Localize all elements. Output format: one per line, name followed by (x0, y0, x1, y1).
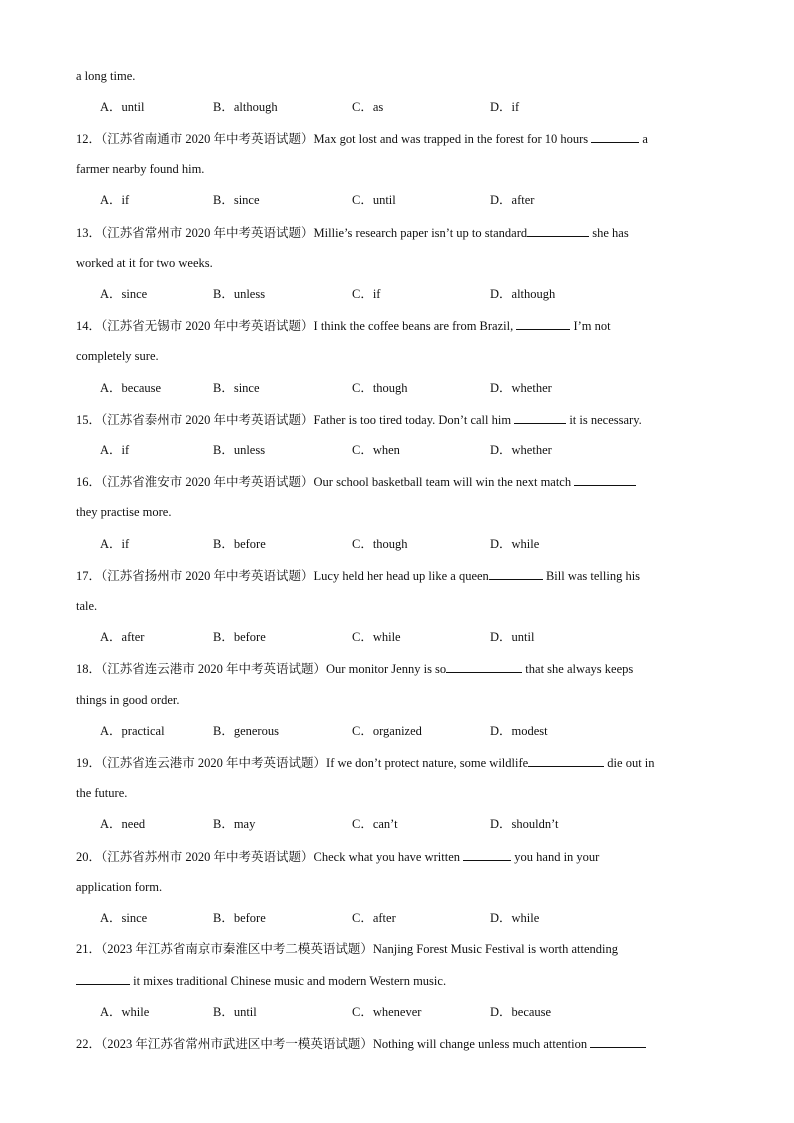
question-source: （江苏省苏州市 2020 年中考英语试题） (101, 850, 314, 864)
question-source: （江苏省常州市 2020 年中考英语试题） (101, 226, 314, 240)
question-14 (76, 317, 716, 334)
question-source: （2023 年江苏省常州市武进区中考一模英语试题） (101, 1037, 373, 1051)
question-number: 20． (76, 850, 102, 864)
question-source: （2023 年江苏省南京市秦淮区中考二模英语试题） (101, 942, 373, 956)
question-source: （江苏省南通市 2020 年中考英语试题） (101, 132, 314, 146)
question-21-options (100, 1004, 716, 1020)
question-18-line2: things in good order. (76, 693, 180, 707)
option-d[interactable]: D．whether (490, 381, 552, 395)
question-20-options (100, 910, 716, 926)
question-text: Father is too tired today. Don’t call him (313, 413, 512, 427)
option-c[interactable]: C．while (352, 630, 401, 644)
question-text-after: die out in (607, 756, 655, 770)
question-12 (76, 130, 716, 147)
question-13 (76, 224, 716, 241)
option-a[interactable]: A．after (100, 630, 145, 644)
question-number: 18． (76, 662, 102, 676)
option-b[interactable]: B．although (213, 100, 278, 114)
answer-blank[interactable] (516, 317, 570, 330)
question-14-options (100, 380, 716, 396)
question-number: 19． (76, 756, 102, 770)
option-d[interactable]: D．while (490, 537, 540, 551)
option-b[interactable]: B．since (213, 381, 260, 395)
question-18-options (100, 723, 716, 739)
option-b[interactable]: B．may (213, 817, 256, 831)
option-b[interactable]: B．unless (213, 287, 266, 301)
option-d[interactable]: D．although (490, 287, 556, 301)
question-17 (76, 567, 716, 584)
question-text: Our monitor Jenny is so (326, 662, 447, 676)
question-text-after: it is necessary. (569, 413, 642, 427)
question-source: （江苏省无锡市 2020 年中考英语试题） (101, 319, 314, 333)
option-c[interactable]: C．though (352, 381, 408, 395)
question-source: （江苏省连云港市 2020 年中考英语试题） (101, 662, 327, 676)
question-20-line2: application form. (76, 880, 163, 894)
question-19-options (100, 816, 716, 832)
question-17-options (100, 629, 716, 645)
question-15-options (100, 442, 716, 458)
option-b[interactable]: B．generous (213, 724, 279, 738)
answer-blank[interactable] (574, 473, 636, 486)
option-d[interactable]: D．while (490, 911, 540, 925)
question-20 (76, 848, 716, 865)
question-19 (76, 754, 716, 771)
option-c[interactable]: C．whenever (352, 1005, 422, 1019)
answer-blank[interactable] (528, 754, 604, 767)
question-12-line2: farmer nearby found him. (76, 162, 205, 176)
question-source: （江苏省扬州市 2020 年中考英语试题） (101, 569, 314, 583)
option-c[interactable]: C．organized (352, 724, 422, 738)
option-d[interactable]: D．until (490, 630, 535, 644)
question-number: 22． (76, 1037, 102, 1051)
question-source: （江苏省连云港市 2020 年中考英语试题） (101, 756, 327, 770)
question-number: 15． (76, 413, 102, 427)
option-c[interactable]: C．after (352, 911, 396, 925)
question-text-after: you hand in your (514, 850, 600, 864)
question-text-after: I’m not (573, 319, 611, 333)
question-17-line2: tale. (76, 599, 98, 613)
question-source: （江苏省泰州市 2020 年中考英语试题） (101, 413, 314, 427)
question-number: 13． (76, 226, 102, 240)
question-21-line2: it mixes traditional Chinese music and modern Western music. (76, 972, 716, 989)
option-d[interactable]: D．if (490, 100, 520, 114)
question-number: 17． (76, 569, 102, 583)
question-11-continuation: a long time. (76, 69, 136, 83)
answer-blank[interactable] (489, 567, 543, 580)
option-c[interactable]: C．if (352, 287, 381, 301)
question-13-options (100, 286, 716, 302)
option-a[interactable]: A．need (100, 817, 146, 831)
question-22 (76, 1035, 716, 1052)
question-number: 14． (76, 319, 102, 333)
question-text: Millie’s research paper isn’t up to standard (313, 226, 528, 240)
question-15 (76, 411, 716, 428)
option-d[interactable]: D．modest (490, 724, 548, 738)
option-c[interactable]: C．when (352, 443, 400, 457)
question-number: 21． (76, 942, 102, 956)
question-16-options (100, 536, 716, 552)
question-source: （江苏省淮安市 2020 年中考英语试题） (101, 475, 314, 489)
answer-blank[interactable] (527, 224, 589, 237)
question-text: I think the coffee beans are from Brazil, (313, 319, 514, 333)
answer-blank[interactable] (446, 660, 522, 673)
option-d[interactable]: D．after (490, 193, 535, 207)
option-b[interactable]: B．before (213, 537, 266, 551)
question-text: Our school basketball team will win the next match (313, 475, 572, 489)
option-a[interactable]: A．if (100, 537, 130, 551)
option-a[interactable]: A．if (100, 443, 130, 457)
option-c[interactable]: C．though (352, 537, 408, 551)
option-c[interactable]: C．until (352, 193, 396, 207)
question-text-after: a (642, 132, 648, 146)
question-text: Lucy held her head up like a queen (313, 569, 489, 583)
option-c[interactable]: C．can’t (352, 817, 398, 831)
question-21 (76, 941, 716, 957)
option-a[interactable]: A．until (100, 100, 145, 114)
question-16 (76, 473, 716, 490)
question-11-options (100, 99, 716, 115)
question-text: Check what you have written (313, 850, 461, 864)
question-18 (76, 660, 716, 677)
answer-blank[interactable] (514, 411, 566, 424)
option-b[interactable]: B．until (213, 1005, 257, 1019)
option-b[interactable]: B．before (213, 630, 266, 644)
question-12-options (100, 192, 716, 208)
option-b[interactable]: B．since (213, 193, 260, 207)
question-number: 12． (76, 132, 102, 146)
question-text: Max got lost and was trapped in the forest for 10 hours (313, 132, 589, 146)
question-19-line2: the future. (76, 786, 128, 800)
question-text: If we don’t protect nature, some wildlife (326, 756, 529, 770)
question-number: 16． (76, 475, 102, 489)
option-d[interactable]: D．because (490, 1005, 552, 1019)
question-14-line2: completely sure. (76, 349, 159, 363)
answer-blank[interactable] (76, 972, 130, 985)
question-text-after: that she always keeps (525, 662, 634, 676)
option-b[interactable]: B．before (213, 911, 266, 925)
question-text: Nanjing Forest Music Festival is worth attending (372, 942, 619, 956)
question-text-after: Bill was telling his (545, 569, 641, 583)
option-a[interactable]: A．since (100, 287, 148, 301)
option-d[interactable]: D．shouldn’t (490, 817, 559, 831)
question-13-line2: worked at it for two weeks. (76, 256, 213, 270)
answer-blank[interactable] (591, 130, 639, 143)
option-a[interactable]: A．because (100, 381, 162, 395)
option-c[interactable]: C．as (352, 100, 384, 114)
option-d[interactable]: D．whether (490, 443, 552, 457)
option-a[interactable]: A．practical (100, 724, 165, 738)
option-a[interactable]: A．since (100, 911, 148, 925)
option-a[interactable]: A．while (100, 1005, 150, 1019)
question-text: Nothing will change unless much attention (372, 1037, 588, 1051)
question-16-line2: they practise more. (76, 505, 172, 519)
question-text-after: she has (592, 226, 629, 240)
option-a[interactable]: A．if (100, 193, 130, 207)
option-b[interactable]: B．unless (213, 443, 266, 457)
answer-blank[interactable] (463, 848, 511, 861)
answer-blank[interactable] (590, 1035, 646, 1048)
